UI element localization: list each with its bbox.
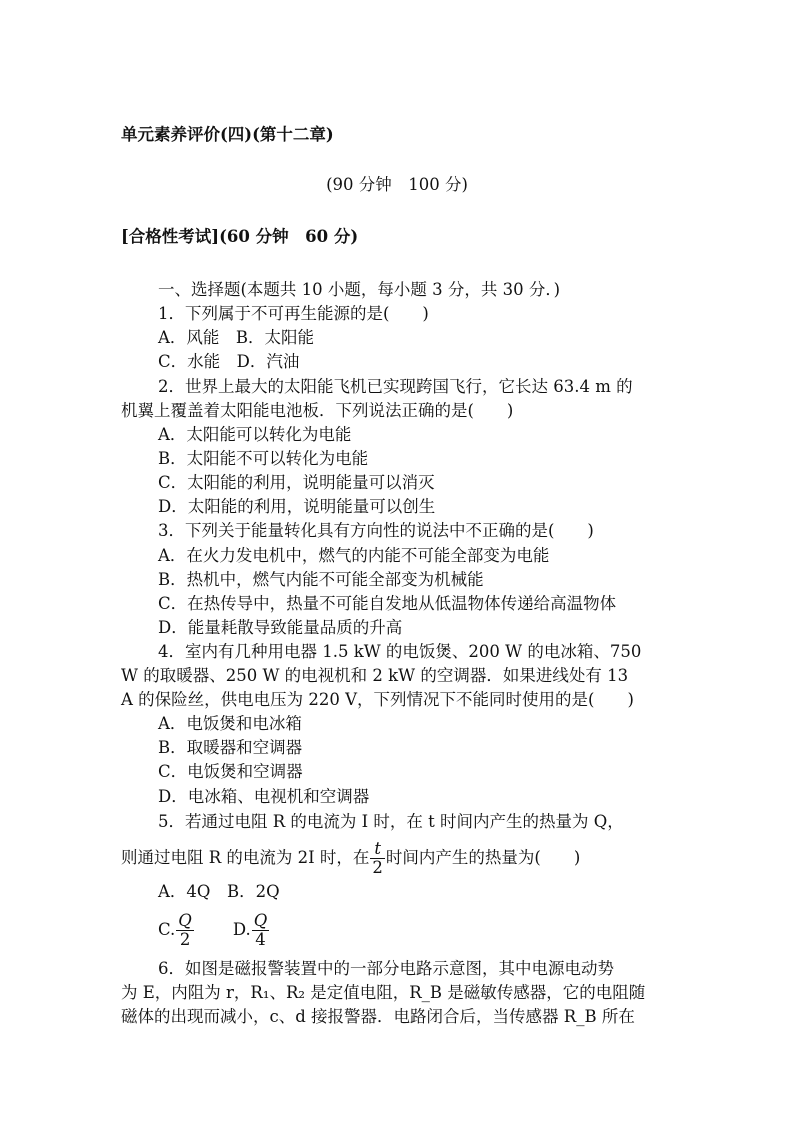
q1-options-cd: C．水能 D．汽油 [158, 352, 300, 371]
q4-option-d: D．电冰箱、电视机和空调器 [158, 787, 370, 806]
q4-option-c: C．电饭煲和空调器 [158, 762, 303, 781]
time-total: (90 分钟 100 分) [326, 175, 468, 194]
fraction-q-over-4 [252, 912, 270, 949]
q5-options-cd [158, 912, 270, 949]
fraction-t-over-2 [370, 840, 385, 877]
fraction-numerator: t [370, 840, 385, 859]
q4-option-b: B．取暖器和空调器 [158, 738, 303, 757]
q6-stem-line3: 磁体的出现而减小，c、d 接报警器．电路闭合后，当传感器 R_B 所在 [121, 1007, 635, 1026]
q3-stem: 3．下列关于能量转化具有方向性的说法中不正确的是( ) [158, 521, 594, 540]
q2-stem-line1: 2．世界上最大的太阳能飞机已实现跨国飞行，它长达 63.4 m 的 [158, 377, 633, 396]
q5-options-ab: A．4Q B．2Q [158, 882, 280, 901]
fraction-numerator: Q [178, 911, 192, 930]
q5-stem-line2-pre: 则通过电阻 R 的电流为 2I 时，在 [121, 848, 370, 867]
unit-title: 单元素养评价(四)(第十二章) [121, 125, 334, 144]
q5-stem-line2-post: 时间内产生的热量为( ) [385, 848, 581, 867]
q2-option-c: C．太阳能的利用，说明能量可以消灭 [158, 473, 435, 492]
q5-option-d-label: D. [232, 920, 251, 939]
q5-stem-line2 [121, 840, 580, 877]
q4-stem-line1: 4．室内有几种用电器 1.5 kW 的电饭煲、200 W 的电冰箱、750 [158, 642, 642, 661]
fraction-denominator: 2 [179, 930, 191, 949]
q2-option-d: D．太阳能的利用，说明能量可以创生 [158, 497, 436, 516]
fraction-denominator: 4 [255, 930, 266, 949]
q4-option-a: A．电饭煲和电冰箱 [158, 714, 302, 733]
q5-stem-line1: 5．若通过电阻 R 的电流为 I 时，在 t 时间内产生的热量为 Q， [158, 812, 624, 831]
q6-stem-line2: 为 E，内阻为 r，R₁、R₂ 是定值电阻，R_B 是磁敏传感器，它的电阻随 [121, 983, 646, 1002]
q2-option-b: B．太阳能不可以转化为电能 [158, 449, 369, 468]
q3-option-a: A．在火力发电机中，燃气的内能不可能全部变为电能 [158, 546, 550, 565]
q3-option-b: B．热机中，燃气内能不可能全部变为机械能 [158, 570, 484, 589]
fraction-q-over-2 [176, 912, 194, 949]
part1-heading: 一、选择题(本题共 10 小题，每小题 3 分，共 30 分．) [158, 280, 561, 299]
section-title: [合格性考试](60 分钟 60 分) [121, 227, 359, 246]
q2-stem-line2: 机翼上覆盖着太阳能电池板．下列说法正确的是( ) [121, 401, 514, 420]
q3-option-c: C．在热传导中，热量不可能自发地从低温物体传递给高温物体 [158, 594, 617, 613]
q5-option-c-label: C. [158, 920, 176, 939]
q1-options-ab: A．风能 B．太阳能 [158, 328, 315, 347]
q6-stem-line1: 6．如图是磁报警装置中的一部分电路示意图，其中电源电动势 [158, 959, 614, 978]
q4-stem-line3: A 的保险丝，供电电压为 220 V，下列情况下不能同时使用的是( ) [121, 690, 634, 709]
q1-stem: 1．下列属于不可再生能源的是( ) [158, 304, 429, 323]
q2-option-a: A．太阳能可以转化为电能 [158, 425, 352, 444]
fraction-numerator: Q [253, 911, 268, 930]
q4-stem-line2: W 的取暖器、250 W 的电视机和 2 kW 的空调器．如果进线处有 13 [121, 666, 629, 685]
fraction-denominator: 2 [372, 858, 383, 877]
q3-option-d: D．能量耗散导致能量品质的升高 [158, 618, 403, 637]
